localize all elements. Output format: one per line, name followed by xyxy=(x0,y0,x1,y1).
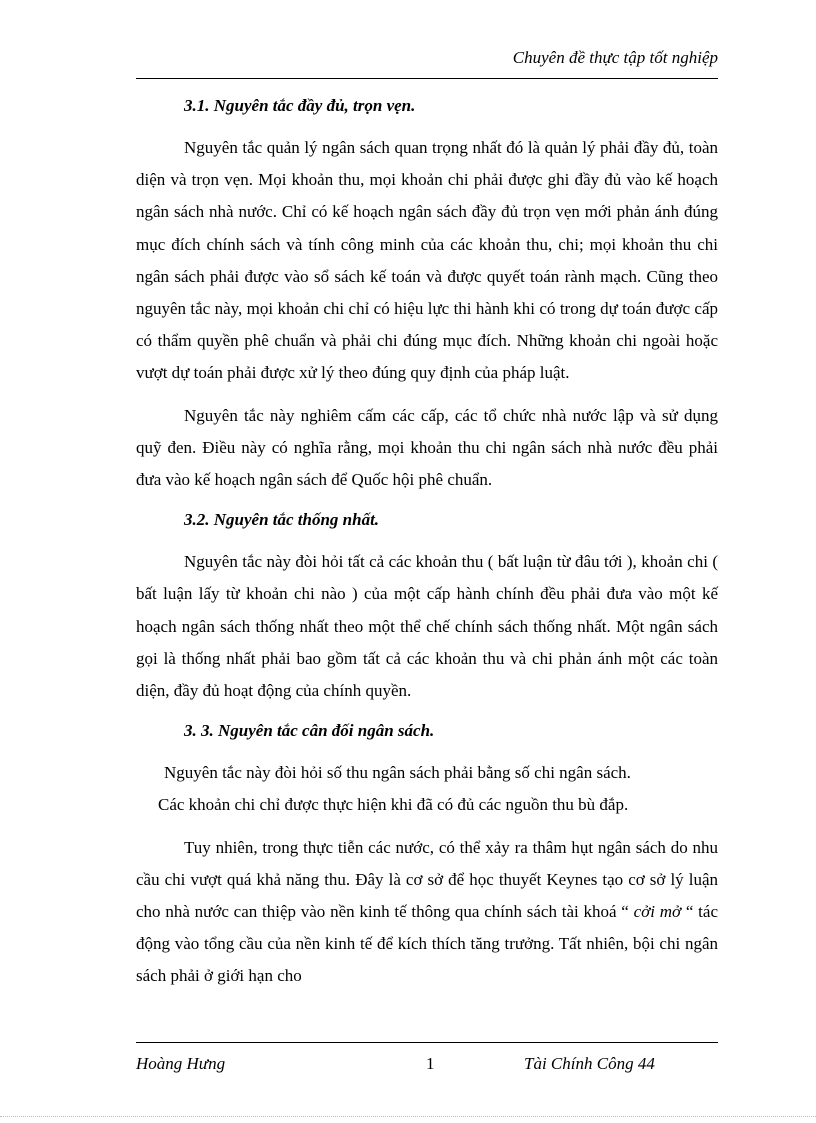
paragraph: Nguyên tắc quản lý ngân sách quan trọng nhất đó là quản lý phải đầy đủ, toàn diện và trọn vẹn. Mọi khoản thu, mọi khoản chi phải được ghi đầy đủ vào kế hoạch ngân sách nhà nước. Chỉ có kế hoạch ngân sách đầy đủ trọn vẹn mới phản ánh đúng mục đích chính sách và tính công minh của các khoản thu, chi; mọi khoản thu chi ngân sách phải được vào sổ sách kế toán và được quyết toán rành mạch. Cũng theo nguyên tắc này, mọi khoản chi chỉ có hiệu lực thi hành khi có trong dự toán được cấp có thẩm quyền phê chuẩn và phải chi đúng mục đích. Những khoản chi ngoài hoặc vượt dự toán phải được xử lý theo đúng quy định của pháp luật. xyxy=(136,138,718,383)
paragraph: Nguyên tắc này đòi hỏi tất cả các khoản thu ( bất luận từ đâu tới ), khoản chi ( bất luận lấy từ khoản chi nào ) của một cấp hành chính đều phải đưa vào một kế hoạch ngân sách thống nhất theo một thể chế chính sách thống nhất. Một ngân sách gọi là thống nhất phải bao gồm tất cả các khoản thu và chi phản ánh một các toàn diện, đầy đủ hoạt động của chính quyền. xyxy=(136,552,718,701)
shifted-paragraph xyxy=(136,757,718,821)
document-body xyxy=(136,92,718,1003)
shifted-line-2: Các khoản chi chỉ được thực hiện khi đã có đủ các nguồn thu bù đắp. xyxy=(158,795,629,815)
page-number: 1 xyxy=(426,1054,435,1073)
shifted-line-1: Nguyên tắc này đòi hỏi số thu ngân sách phải bằng số chi ngân sách. xyxy=(164,763,631,783)
paragraph-text-after: “ tác động vào tổng cầu của nền kinh tế để kích thích tăng trưởng. Tất nhiên, bội chi ngân sách phải ở giới hạn cho xyxy=(136,902,718,986)
paragraph-final xyxy=(136,832,718,993)
section-heading-3-2: 3.2. Nguyên tắc thống nhất. xyxy=(184,510,380,530)
footer-author: Hoàng Hưng xyxy=(136,1054,226,1073)
page-edge-dotted-line xyxy=(0,1116,816,1117)
section-heading-3-1: 3.1. Nguyên tắc đầy đủ, trọn vẹn. xyxy=(184,96,416,115)
page-footer xyxy=(136,1054,718,1078)
header-divider xyxy=(136,78,718,79)
footer-divider xyxy=(136,1042,718,1043)
paragraph-text-before: Tuy nhiên, trong thực tiễn các nước, có thể xảy ra thâm hụt ngân sách do nhu cầu chi vượt quá khả năng thu. Đây là cơ sở để học thuyết Keynes tạo cơ sở lý luận cho nhà nước can thiệp vào nền kinh tế thông qua chính sách tài khoá “ xyxy=(136,837,718,922)
page-header-title: Chuyên đề thực tập tốt nghiệp xyxy=(512,48,718,67)
section-heading-3-3: 3. 3. Nguyên tắc cân đối ngân sách. xyxy=(184,721,435,741)
paragraph: Nguyên tắc này nghiêm cấm các cấp, các tổ chức nhà nước lập và sử dụng quỹ đen. Điều này có nghĩa rằng, mọi khoản thu chi ngân sách nhà nước đều phải đưa vào kế hoạch ngân sách để Quốc hội phê chuẩn. xyxy=(136,405,718,490)
quoted-term: cởi mở xyxy=(633,902,682,922)
footer-course: Tài Chính Công 44 xyxy=(524,1054,655,1073)
